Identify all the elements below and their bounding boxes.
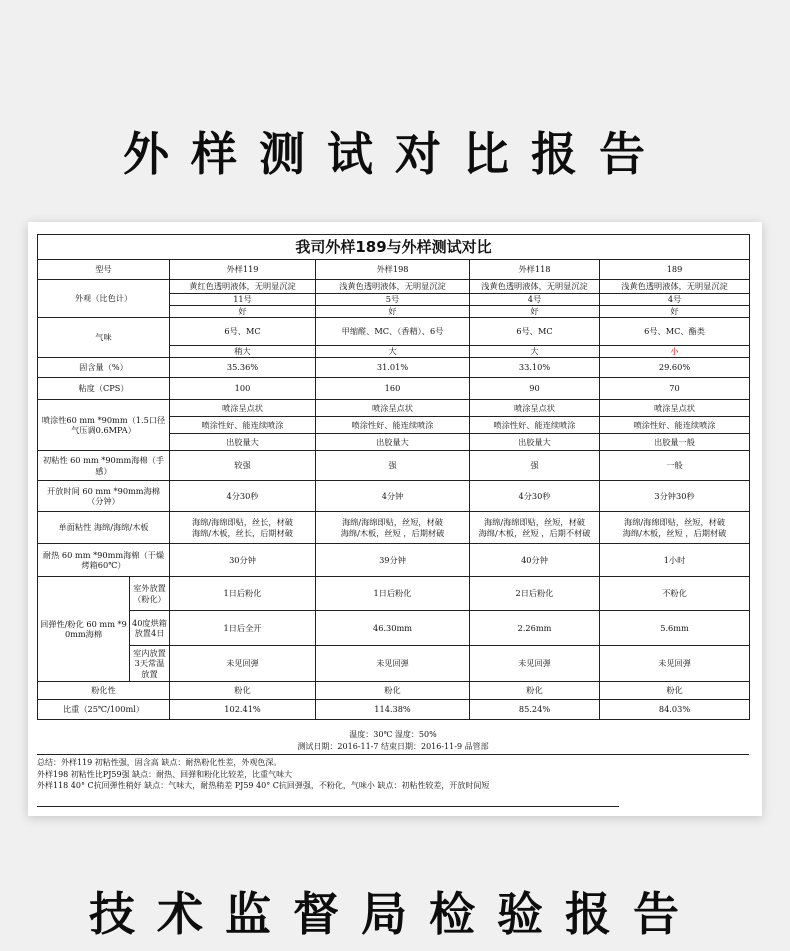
table-cell: 2日后粉化 — [470, 577, 600, 611]
table-row — [38, 481, 750, 512]
table-row — [38, 682, 750, 700]
table-row — [38, 358, 750, 378]
summary-line: 外样198 初粘性比PJ59强 缺点：耐热、回弹和粉化比较差，比重气味大 — [37, 769, 293, 779]
initial-tack-label: 初粘性 60 mm *90mm海棉（手感） — [38, 451, 170, 481]
viscosity-label: 粘度（CPS） — [38, 378, 170, 400]
title-row — [38, 235, 750, 260]
table-cell: 4分30秒 — [170, 481, 316, 512]
table-cell: 33.10% — [470, 358, 600, 378]
table-cell: 喷涂性好、能连续喷涂 — [316, 417, 470, 434]
table-cell: 84.03% — [600, 700, 750, 720]
table-cell: 好 — [316, 306, 470, 318]
table-cell: 出胶量大 — [470, 434, 600, 451]
table-cell: 喷涂呈点状 — [600, 400, 750, 417]
spray-label: 喷涂性60 mm *90mm（1.5口径气压调0.6MPA） — [38, 400, 170, 451]
table-cell: 4分30秒 — [470, 481, 600, 512]
cell-line: 海绵/海绵即贴，丝短，材破 — [624, 517, 726, 528]
test-conditions — [37, 729, 749, 753]
table-row — [38, 451, 750, 481]
highlight-cell: 小 — [600, 346, 750, 358]
table-cell: 大 — [470, 346, 600, 358]
solid-label: 固含量（%） — [38, 358, 170, 378]
table-row — [38, 378, 750, 400]
divider — [37, 806, 619, 807]
table-cell: 不粉化 — [600, 577, 750, 611]
table-cell: 100 — [170, 378, 316, 400]
table-cell: 4分钟 — [316, 481, 470, 512]
header-row — [38, 260, 750, 280]
table-row — [38, 280, 750, 294]
powdering-label: 粉化性 — [38, 682, 170, 700]
table-cell — [316, 512, 470, 544]
cell-line: 海绵/海绵即贴，丝短，材破 — [483, 517, 585, 528]
table-cell: 出胶量一般 — [600, 434, 750, 451]
table-cell: 6号、MC、酯类 — [600, 318, 750, 346]
table-cell — [170, 512, 316, 544]
table-row — [38, 611, 750, 646]
table-row — [38, 646, 750, 682]
table-cell: 浅黄色透明液体，无明显沉淀 — [316, 280, 470, 294]
table-row — [38, 512, 750, 544]
table-cell: 2.26mm — [470, 611, 600, 646]
open-time-label: 开放时间 60 mm *90mm海棉（分钟） — [38, 481, 170, 512]
table-cell: 喷涂性好、能连续喷涂 — [170, 417, 316, 434]
table-cell: 喷涂呈点状 — [470, 400, 600, 417]
table-cell: 31.01% — [316, 358, 470, 378]
table-cell: 喷涂性好、能连续喷涂 — [470, 417, 600, 434]
table-cell — [470, 512, 600, 544]
table-cell: 粉化 — [600, 682, 750, 700]
col-header-119: 外样119 — [170, 260, 316, 280]
table-title: 我司外样189与外样测试对比 — [38, 235, 750, 260]
table-cell: 甲缩醛、MC、（香精）、6号 — [316, 318, 470, 346]
table-cell: 好 — [600, 306, 750, 318]
model-header: 型号 — [38, 260, 170, 280]
rebound-label: 回弹性/粉化 60 mm *90mm海棉 — [38, 577, 130, 682]
table-cell: 粉化 — [316, 682, 470, 700]
table-cell: 好 — [470, 306, 600, 318]
cell-line: 海绵/海绵即贴，丝短，材破 — [341, 517, 443, 528]
table-cell: 浅黄色透明液体，无明显沉淀 — [600, 280, 750, 294]
table-cell: 5号 — [316, 294, 470, 306]
table-cell: 未见回弹 — [316, 646, 470, 682]
table-cell: 浅黄色透明液体，无明显沉淀 — [470, 280, 600, 294]
table-cell: 90 — [470, 378, 600, 400]
heat-resist-label: 耐热 60 mm *90mm海棉（干燥烤箱60℃） — [38, 544, 170, 577]
comparison-table — [37, 234, 750, 720]
cell-line: 海绵/木板，丝短 ，后期材破 — [622, 527, 727, 538]
table-cell: 喷涂呈点状 — [170, 400, 316, 417]
table-cell: 强 — [470, 451, 600, 481]
table-row — [38, 400, 750, 417]
table-cell: 85.24% — [470, 700, 600, 720]
table-cell: 11号 — [170, 294, 316, 306]
table-cell: 未见回弹 — [600, 646, 750, 682]
table-cell — [600, 512, 750, 544]
table-cell: 35.36% — [170, 358, 316, 378]
table-cell: 39分钟 — [316, 544, 470, 577]
table-cell: 4号 — [470, 294, 600, 306]
table-cell: 30分钟 — [170, 544, 316, 577]
table-cell: 出胶量大 — [316, 434, 470, 451]
table-cell: 1日后粉化 — [316, 577, 470, 611]
density-label: 比重（25℃/100ml） — [38, 700, 170, 720]
summary-block — [37, 757, 749, 792]
table-cell: 3分钟30秒 — [600, 481, 750, 512]
table-row — [38, 577, 750, 611]
table-cell: 1日后粉化 — [170, 577, 316, 611]
table-cell: 6号、MC — [170, 318, 316, 346]
odor-label: 气味 — [38, 318, 170, 358]
col-header-118: 外样118 — [470, 260, 600, 280]
conditions-line: 测试日期：2016-11-7 结束日期：2016-11-9 品管部 — [297, 742, 489, 751]
table-cell: 6号、MC — [470, 318, 600, 346]
table-cell: 1日后全开 — [170, 611, 316, 646]
table-cell: 5.6mm — [600, 611, 750, 646]
table-cell: 102.41% — [170, 700, 316, 720]
table-cell: 未见回弹 — [470, 646, 600, 682]
single-tack-label: 单面粘性 海绵/海绵/木板 — [38, 512, 170, 544]
cell-line: 海绵/木板，丝长，后期材破 — [191, 527, 293, 538]
col-header-189: 189 — [600, 260, 750, 280]
table-cell: 46.30mm — [316, 611, 470, 646]
table-row — [38, 318, 750, 346]
report-sheet — [28, 222, 762, 816]
divider — [37, 754, 749, 755]
table-cell: 较强 — [170, 451, 316, 481]
table-cell: 160 — [316, 378, 470, 400]
table-cell: 黄红色透明液体，无明显沉淀 — [170, 280, 316, 294]
footer-heading: 技术监督局检验报告 — [89, 887, 701, 941]
table-cell: 粉化 — [470, 682, 600, 700]
table-cell: 40分钟 — [470, 544, 600, 577]
table-cell: 1小时 — [600, 544, 750, 577]
table-cell: 稍大 — [170, 346, 316, 358]
table-cell: 喷涂呈点状 — [316, 400, 470, 417]
table-cell: 114.38% — [316, 700, 470, 720]
table-cell: 出胶量大 — [170, 434, 316, 451]
table-cell: 未见回弹 — [170, 646, 316, 682]
table-cell: 4号 — [600, 294, 750, 306]
summary-line: 总结：外样119 初粘性强，固含高 缺点：耐热粉化性差，外观色深。 — [37, 758, 282, 767]
conditions-line: 温度：30℃ 湿度：50% — [349, 730, 437, 739]
table-row — [38, 700, 750, 720]
oven-label: 40度烘箱放置4日 — [130, 611, 170, 646]
cell-line: 海绵/海绵即贴，丝长，材破 — [191, 517, 293, 528]
col-header-198: 外样198 — [316, 260, 470, 280]
cell-line: 海绵/木板，丝短 ，后期材破 — [340, 527, 445, 538]
appearance-label: 外观（比色计） — [38, 280, 170, 318]
table-row — [38, 544, 750, 577]
table-cell: 粉化 — [170, 682, 316, 700]
table-cell: 大 — [316, 346, 470, 358]
table-cell: 强 — [316, 451, 470, 481]
table-cell: 好 — [170, 306, 316, 318]
outdoor-label: 室外放置（粉化） — [130, 577, 170, 611]
cell-line: 海绵/木板，丝短 ，后期不材破 — [478, 527, 591, 538]
table-cell: 喷涂性好、能连续喷涂 — [600, 417, 750, 434]
table-cell: 29.60% — [600, 358, 750, 378]
indoor-label: 室内放置3天常温放置 — [130, 646, 170, 682]
summary-line: 外样118 40° C抗回弹性稍好 缺点：气味大，耐热稍差 PJ59 40° C抗回弹强，不粉化，气味小 缺点：初粘性较差，开放时间短 — [37, 781, 490, 790]
table-cell: 一般 — [600, 451, 750, 481]
table-cell: 70 — [600, 378, 750, 400]
report-heading: 外样测试对比报告 — [123, 127, 667, 181]
